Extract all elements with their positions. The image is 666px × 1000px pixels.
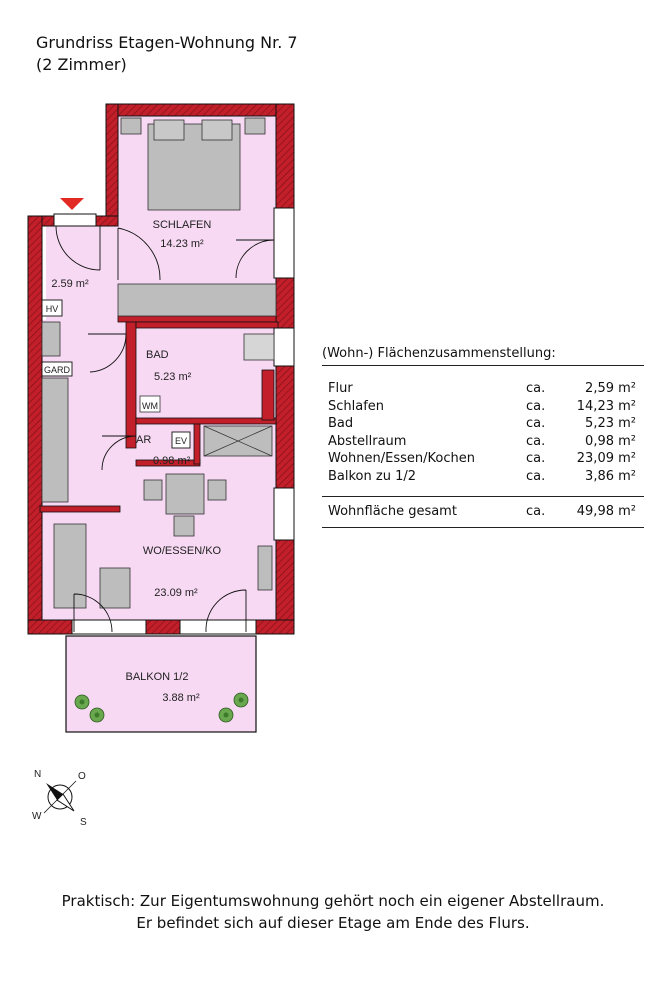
plant-icon xyxy=(219,708,233,722)
footer-line1: Praktisch: Zur Eigentumswohnung gehört noch ein eigener Abstellraum. xyxy=(61,892,605,910)
plant-icon xyxy=(75,695,89,709)
plan-title-line1: Grundriss Etagen-Wohnung Nr. 7 xyxy=(36,33,298,52)
fixture-wm-label: WM xyxy=(142,401,158,411)
chair-1 xyxy=(144,480,162,500)
room-bad-area: 5.23 m² xyxy=(154,371,192,383)
summary-row-name: Abstellraum xyxy=(328,433,407,449)
summary-row-ca: ca. xyxy=(526,433,546,449)
summary-row-name: Balkon zu 1/2 xyxy=(328,468,417,484)
summary-row-ca: ca. xyxy=(526,451,546,467)
summary-row-area: 23,09 m² xyxy=(576,451,636,467)
room-ar-name: AR xyxy=(136,434,152,446)
hallway-cabinet xyxy=(42,322,60,356)
room-wohnen-area: 23.09 m² xyxy=(154,587,198,599)
window-bad xyxy=(274,328,294,366)
summary-total-ca: ca. xyxy=(526,503,546,519)
entrance-opening xyxy=(54,214,96,226)
room-balkon-area: 3.88 m² xyxy=(162,692,200,704)
summary-total-name: Wohnfläche gesamt xyxy=(328,503,457,519)
area-summary xyxy=(322,346,644,528)
summary-row-area: 3,86 m² xyxy=(585,468,636,484)
room-schlafen-name: SCHLAFEN xyxy=(152,219,212,231)
kitchen-counter xyxy=(258,546,272,590)
summary-row-area: 0,98 m² xyxy=(585,433,636,449)
summary-row-ca: ca. xyxy=(526,381,546,396)
summary-row xyxy=(322,450,644,468)
summary-row-name: Flur xyxy=(328,381,353,396)
bathtub-shower xyxy=(244,334,274,360)
compass-s: S xyxy=(80,817,87,828)
compass-w: W xyxy=(32,811,42,822)
room-bad-name: BAD xyxy=(146,349,169,361)
balcony-door-left xyxy=(72,620,146,634)
room-ar-area: 0.98 m² xyxy=(153,455,191,467)
room-balkon-name: BALKON 1/2 xyxy=(125,671,189,683)
summary-total-area: 49,98 m² xyxy=(576,503,636,519)
room-flur-area: 2.59 m² xyxy=(51,278,89,290)
footer-line2: Er befindet sich auf dieser Etage am Ende des Flurs. xyxy=(136,914,530,932)
summary-heading: (Wohn-) Flächenzusammenstellung: xyxy=(322,346,644,366)
summary-row-area: 14,23 m² xyxy=(576,398,636,414)
footer-note xyxy=(0,890,666,934)
summary-row-name: Bad xyxy=(328,416,354,432)
compass-o: O xyxy=(78,771,86,782)
compass xyxy=(32,769,87,828)
armchair xyxy=(100,568,130,608)
summary-row xyxy=(322,380,644,398)
hallway-closet xyxy=(42,378,68,502)
chair-3 xyxy=(174,516,194,536)
nightstand-right xyxy=(245,118,265,134)
summary-row-ca: ca. xyxy=(526,416,546,432)
summary-row xyxy=(322,398,644,416)
window-wohnen xyxy=(274,488,294,540)
wardrobe xyxy=(118,284,276,316)
dining-table xyxy=(166,474,204,514)
fixture-hv-label: HV xyxy=(45,304,59,314)
summary-row-name: Schlafen xyxy=(328,398,385,414)
window-schlafen xyxy=(274,208,294,278)
summary-row xyxy=(322,468,644,486)
summary-row-area: 5,23 m² xyxy=(585,416,636,432)
summary-row-name: Wohnen/Essen/Kochen xyxy=(328,451,475,467)
summary-row-ca: ca. xyxy=(526,398,546,414)
balcony-door-right xyxy=(180,620,256,634)
plant-icon xyxy=(90,708,104,722)
fixture-gard-label: GARD xyxy=(43,365,71,375)
fixture-ev-label: EV xyxy=(174,436,188,446)
room-wohnen-name: WO/ESSEN/KO xyxy=(142,545,222,557)
plant-icon xyxy=(234,693,248,707)
compass-n: N xyxy=(34,769,42,780)
summary-row xyxy=(322,415,644,433)
summary-row-ca: ca. xyxy=(526,468,546,484)
plan-title-line2: (2 Zimmer) xyxy=(36,55,127,74)
summary-row xyxy=(322,433,644,451)
nightstand-left xyxy=(121,118,141,134)
summary-rows xyxy=(322,380,644,486)
chair-2 xyxy=(208,480,226,500)
storage-box xyxy=(204,426,272,456)
entrance-arrow-icon xyxy=(60,198,84,210)
summary-total xyxy=(322,497,644,528)
pillow-right xyxy=(202,120,232,140)
pillow-left xyxy=(154,120,184,140)
summary-row-area: 2,59 m² xyxy=(585,381,636,396)
room-schlafen-area: 14.23 m² xyxy=(160,238,204,250)
sofa xyxy=(54,524,86,608)
